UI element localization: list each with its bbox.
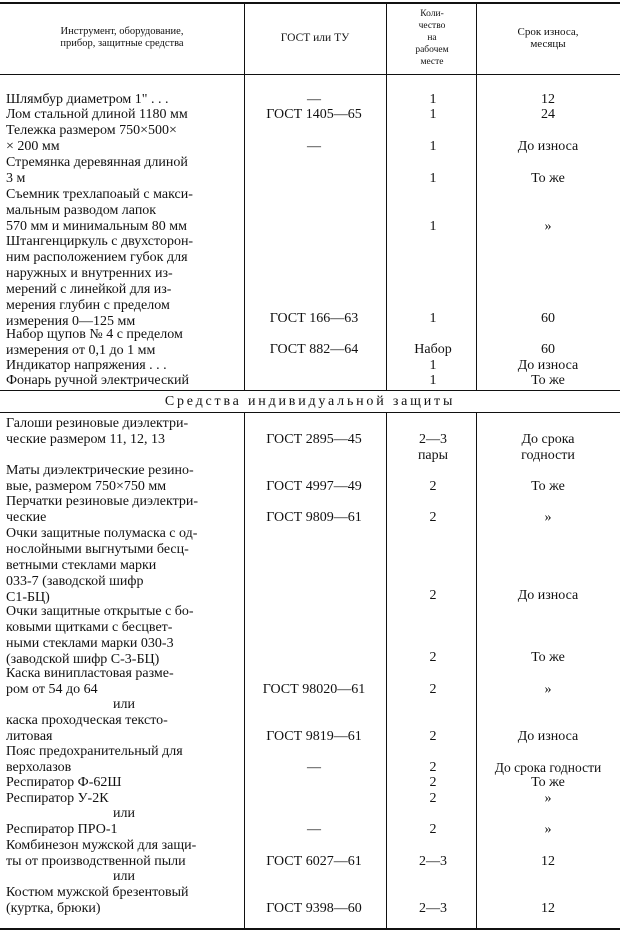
column-divider	[476, 4, 477, 390]
row-gost: ГОСТ 9398—60	[266, 901, 362, 916]
column-divider	[386, 413, 387, 928]
section-top-border	[0, 390, 620, 391]
or-label: или	[113, 806, 135, 821]
row-name: Набор щупов № 4 с пределом измерения от 0,1 до 1 мм	[6, 327, 183, 358]
row-name: Шлямбур диаметром 1" . . .	[6, 92, 169, 107]
row-name: Лом стальной длиной 1180 мм	[6, 107, 188, 122]
top-border	[0, 2, 620, 4]
row-term: До износа	[517, 139, 579, 154]
row-term: »	[544, 510, 552, 525]
row-name: Маты диэлектрические резино- вые, размером 750×750 мм	[6, 463, 194, 494]
row-term: 12	[541, 901, 555, 916]
row-name: Индикатор напряжения . . .	[6, 358, 167, 373]
row-name: Тележка размером 750×500× × 200 мм	[6, 123, 177, 154]
row-qty: 2	[429, 760, 437, 775]
row-qty: 1	[429, 92, 437, 107]
row-gost: ГОСТ 882—64	[269, 342, 359, 357]
row-qty: 2	[429, 588, 437, 603]
row-qty: 2	[429, 729, 437, 744]
row-term: До износа	[517, 358, 579, 373]
row-name: Костюм мужской брезентовый (куртка, брюки)	[6, 885, 189, 916]
row-qty: Набор	[414, 342, 452, 357]
row-qty: 1	[429, 139, 437, 154]
row-term: То же	[531, 373, 565, 388]
row-qty: 2—3	[419, 901, 447, 916]
column-divider	[244, 4, 245, 390]
row-name: каска проходческая тексто- литовая	[6, 713, 168, 744]
row-gost: ГОСТ 1405—65	[266, 107, 362, 122]
row-term: 24	[541, 107, 555, 122]
row-name: Комбинезон мужской для защи- ты от производственной пыли	[6, 838, 197, 869]
row-name: Стремянка деревянная длиной 3 м	[6, 155, 188, 186]
row-qty: 1	[429, 171, 437, 186]
row-name: Респиратор Ф-62Ш	[6, 775, 122, 790]
row-gost: —	[307, 822, 321, 837]
header-bottom-border	[0, 74, 620, 75]
row-name: Фонарь ручной электрический	[6, 373, 189, 388]
row-term: То же	[531, 650, 565, 665]
row-gost: ГОСТ 6027—61	[266, 854, 362, 869]
or-label: или	[113, 697, 135, 712]
row-gost: ГОСТ 2895—45	[266, 432, 362, 447]
row-term: То же	[531, 775, 565, 790]
row-qty: 2—3	[419, 854, 447, 869]
header-quantity: Коли- чество на рабочем месте	[415, 9, 449, 67]
row-gost: ГОСТ 9809—61	[266, 510, 362, 525]
header-gost: ГОСТ или ТУ	[280, 32, 350, 44]
row-qty: 2	[429, 822, 437, 837]
row-term: То же	[531, 171, 565, 186]
row-qty: 1	[429, 358, 437, 373]
row-name: Съемник трехлапоаый с макси- мальным разводом лапок 570 мм и минимальным 80 мм	[6, 187, 193, 234]
row-term: »	[544, 822, 552, 837]
row-name: Перчатки резиновые диэлектри- ческие	[6, 494, 199, 525]
row-gost: ГОСТ 4997—49	[266, 479, 362, 494]
row-name: Очки защитные полумаска с од- нослойными выгнутыми бесц- ветными стеклами марки 033-7 (заводской шифр С1-БЦ)	[6, 526, 198, 605]
row-qty: 2	[429, 479, 437, 494]
bottom-border	[0, 928, 620, 930]
section-bottom-border	[0, 412, 620, 413]
row-gost: —	[307, 760, 321, 775]
row-qty: 2—3 пары	[417, 432, 449, 463]
section-title: Средства индивидуальной защиты	[164, 394, 456, 409]
row-term: До износа	[517, 729, 579, 744]
or-label: или	[113, 869, 135, 884]
row-qty: 1	[429, 311, 437, 326]
row-qty: 2	[429, 791, 437, 806]
row-qty: 2	[429, 682, 437, 697]
row-qty: 2	[429, 775, 437, 790]
row-term: До срока годности	[521, 432, 575, 463]
row-term: 12	[541, 92, 555, 107]
row-name: Каска винипластовая разме- ром от 54 до 64	[6, 666, 174, 697]
row-term: 12	[541, 854, 555, 869]
header-instrument: Инструмент, оборудование, прибор, защитные средства	[60, 26, 184, 49]
row-name: Галоши резиновые диэлектри- ческие размером 11, 12, 13	[6, 416, 189, 447]
column-divider	[386, 4, 387, 390]
row-name: Штангенциркуль с двухсторон- ним расположением губок для наружных и внутренних из- мерений с линейкой для из- мерения глубин с пределом измерения 0—125 мм	[6, 234, 194, 329]
row-qty: 1	[429, 373, 437, 388]
row-term: »	[544, 791, 552, 806]
row-gost: ГОСТ 98020—61	[262, 682, 366, 697]
row-gost: —	[307, 139, 321, 154]
row-term: 60	[541, 342, 555, 357]
row-term: До износа	[517, 588, 579, 603]
row-name: Пояс предохранительный для верхолазов	[6, 744, 183, 775]
row-gost: —	[307, 92, 321, 107]
row-term: То же	[531, 479, 565, 494]
column-divider	[244, 413, 245, 928]
row-name: Респиратор ПРО-1	[6, 822, 118, 837]
row-term: До срока годности	[494, 760, 602, 775]
row-name: Респиратор У-2К	[6, 791, 109, 806]
row-gost: ГОСТ 166—63	[269, 311, 359, 326]
row-name: Очки защитные открытые с бо- ковыми щитками с бесцвет- ными стеклами марки 030-3 (заводской шифр С-3-БЦ)	[6, 604, 194, 667]
row-qty: 2	[429, 650, 437, 665]
row-qty: 1	[429, 219, 437, 234]
row-term: »	[544, 219, 552, 234]
row-term: »	[544, 682, 552, 697]
header-term: Срок износа, месяцы	[517, 26, 579, 50]
row-qty: 1	[429, 107, 437, 122]
row-term: 60	[541, 311, 555, 326]
row-qty: 2	[429, 510, 437, 525]
row-gost: ГОСТ 9819—61	[266, 729, 362, 744]
